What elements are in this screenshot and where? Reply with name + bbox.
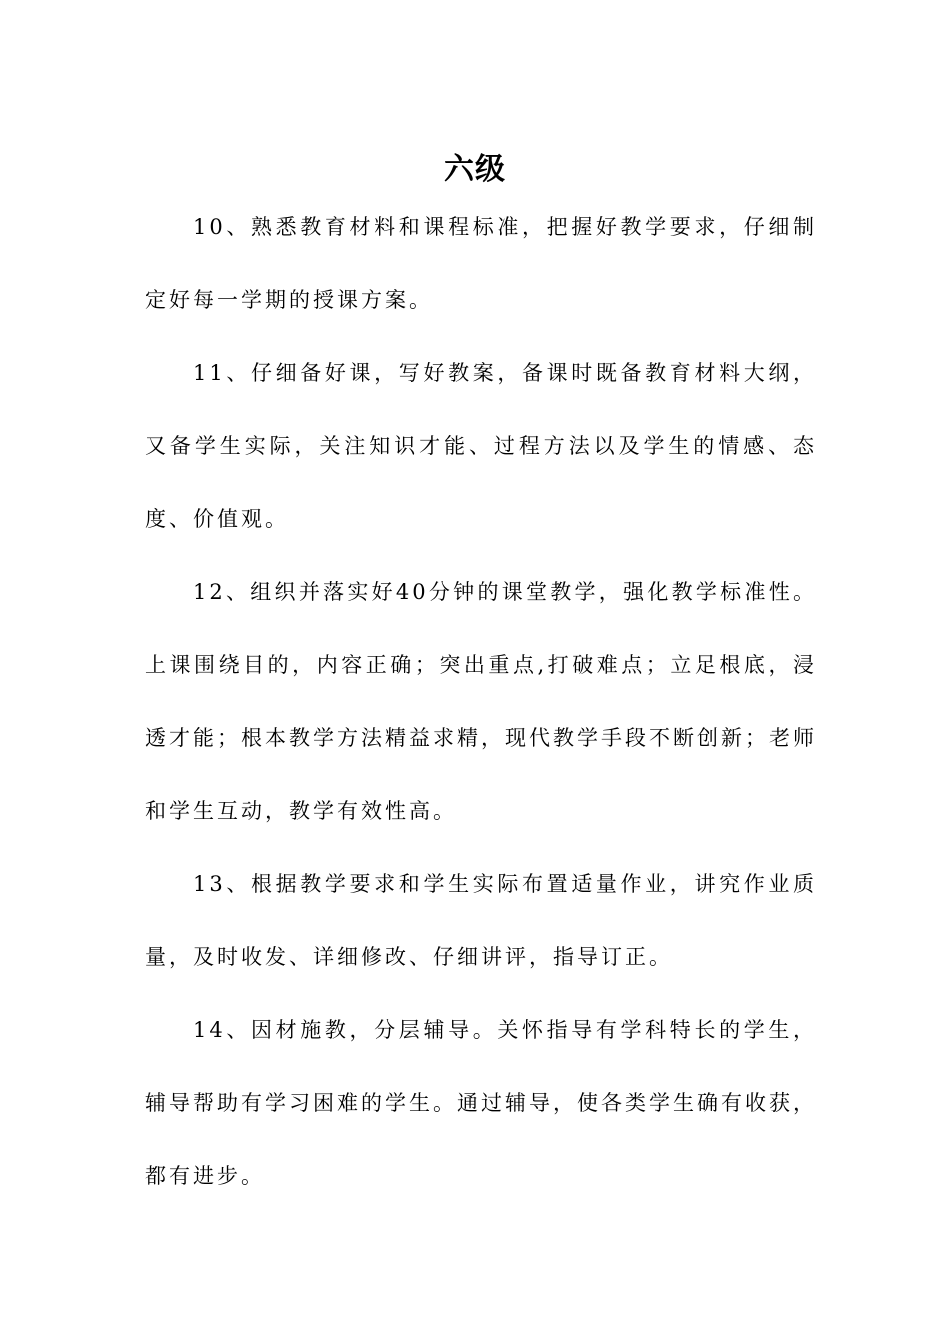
document-body bbox=[145, 191, 817, 1213]
paragraph-item-13: 13、根据教学要求和学生实际布置适量作业，讲究作业质量，及时收发、详细修改、仔细讲评，指导订正。 bbox=[145, 872, 817, 969]
paragraph-item-11: 11、仔细备好课，写好教案，备课时既备教育材料大纲，又备学生实际，关注知识才能、过程方法以及学生的情感、态度、价值观。 bbox=[145, 361, 817, 531]
page-title: 六级 bbox=[444, 152, 506, 188]
paragraph-item-14: 14、因材施教，分层辅导。关怀指导有学科特长的学生，辅导帮助有学习困难的学生。通过辅导，使各类学生确有收获，都有进步。 bbox=[145, 1018, 817, 1188]
paragraph-item-10: 10、熟悉教育材料和课程标准，把握好教学要求，仔细制定好每一学期的授课方案。 bbox=[145, 215, 817, 312]
paragraph-item-12: 12、组织并落实好40分钟的课堂教学，强化教学标准性。上课围绕目的，内容正确；突出重点,打破难点；立足根底，浸透才能；根本教学方法精益求精，现代教学手段不断创新；老师和学生互动，教学有效性高。 bbox=[145, 580, 817, 823]
